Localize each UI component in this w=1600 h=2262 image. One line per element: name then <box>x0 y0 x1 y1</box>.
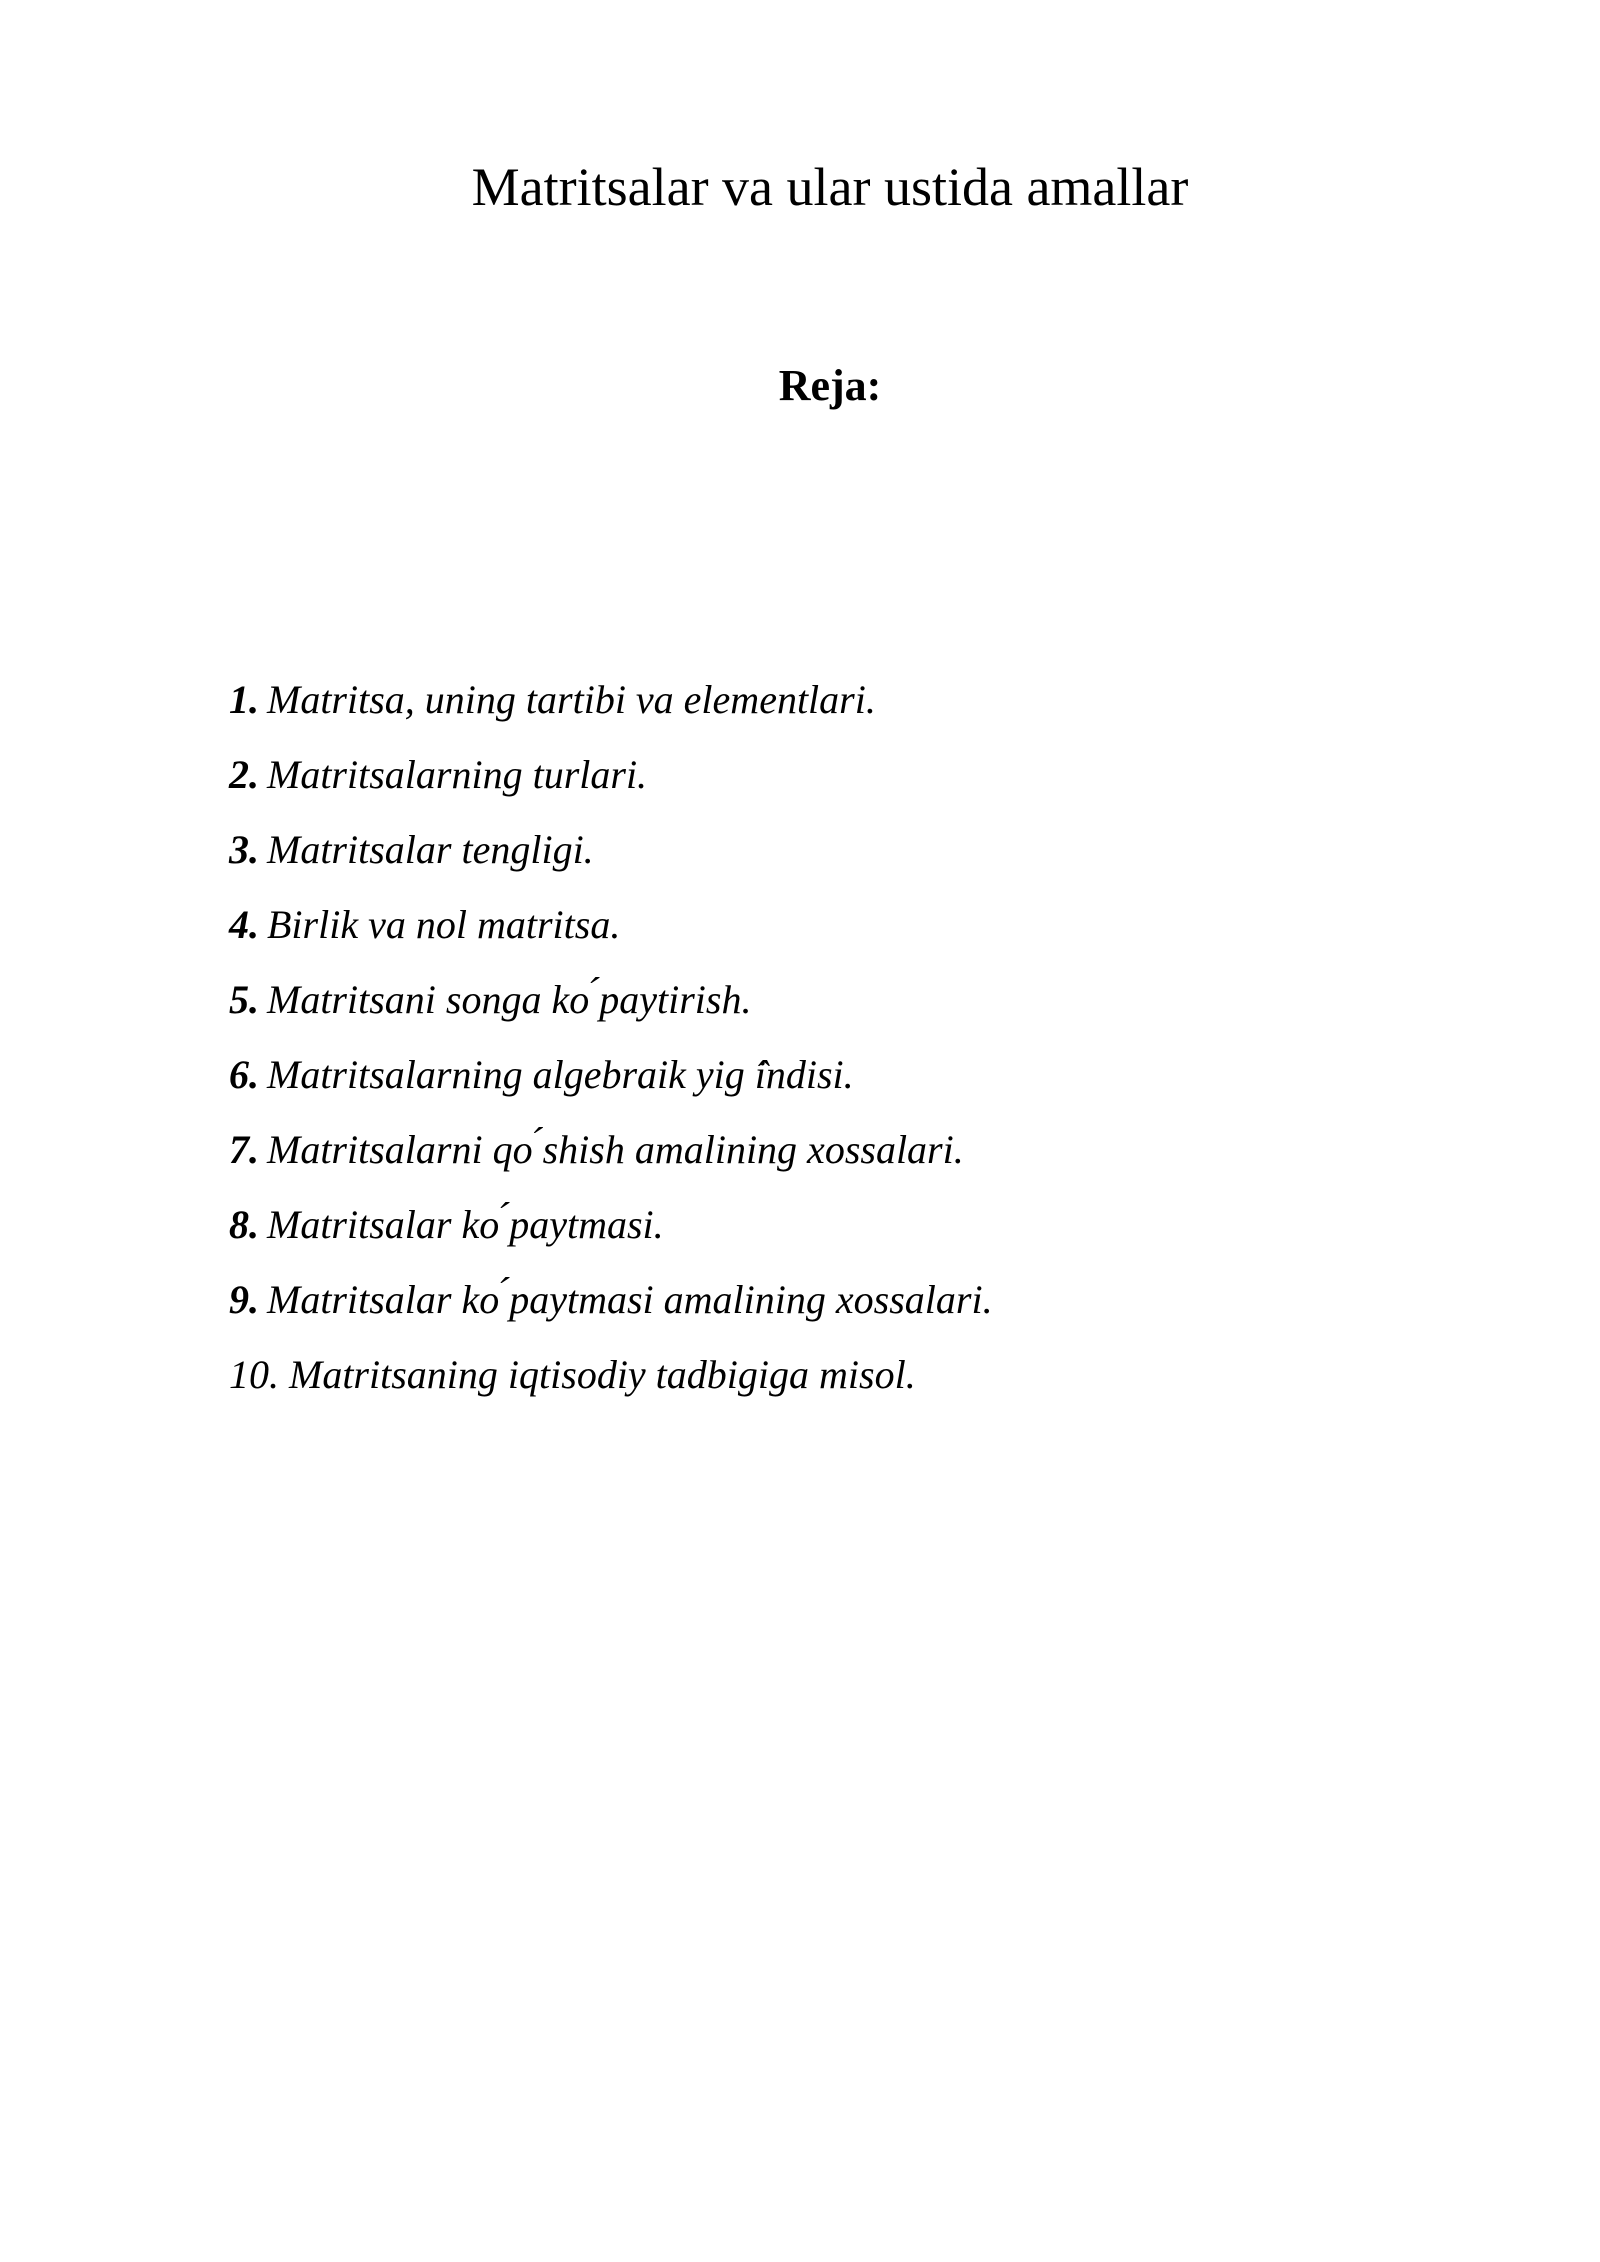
plan-item <box>229 887 993 962</box>
page-title: Matritsalar va ular ustida amallar <box>471 157 1189 217</box>
plan-item-number: 7. <box>229 1127 259 1172</box>
plan-item <box>229 812 993 887</box>
plan-item-number: 1. <box>229 677 259 722</box>
plan-item <box>229 1037 993 1112</box>
plan-item-number: 10. <box>229 1352 279 1397</box>
plan-item-number: 8. <box>229 1202 259 1247</box>
plan-item-text: Matritsaning iqtisodiy tadbigiga misol. <box>289 1352 916 1397</box>
plan-item <box>229 1187 993 1262</box>
plan-item <box>229 1337 993 1412</box>
plan-item <box>229 737 993 812</box>
plan-list <box>229 662 993 1412</box>
plan-item-text: Matritsalarning turlari. <box>267 752 648 797</box>
plan-item-text: Matritsalarning algebraik yig ̂indisi. <box>267 1052 854 1097</box>
plan-item-number: 2. <box>229 752 259 797</box>
plan-item <box>229 662 993 737</box>
plan-item-text: Birlik va nol matritsa. <box>267 902 621 947</box>
plan-item-number: 3. <box>229 827 259 872</box>
plan-item-number: 5. <box>229 977 259 1022</box>
plan-item-text: Matritsalar ko ́paytmasi. <box>267 1202 664 1247</box>
plan-item <box>229 1262 993 1337</box>
plan-item-number: 4. <box>229 902 259 947</box>
plan-item-text: Matritsalar ko ́paytmasi amalining xossalari. <box>267 1277 993 1322</box>
plan-heading: Reja: <box>778 361 882 410</box>
plan-item-text: Matritsani songa ko ́paytirish. <box>267 977 752 1022</box>
plan-item-text: Matritsalarni qo ́shish amalining xossalari. <box>267 1127 964 1172</box>
plan-item <box>229 962 993 1037</box>
plan-item-number: 9. <box>229 1277 259 1322</box>
plan-item <box>229 1112 993 1187</box>
plan-item-number: 6. <box>229 1052 259 1097</box>
plan-item-text: Matritsa, uning tartibi va elementlari. <box>267 677 876 722</box>
plan-item-text: Matritsalar tengligi. <box>267 827 594 872</box>
